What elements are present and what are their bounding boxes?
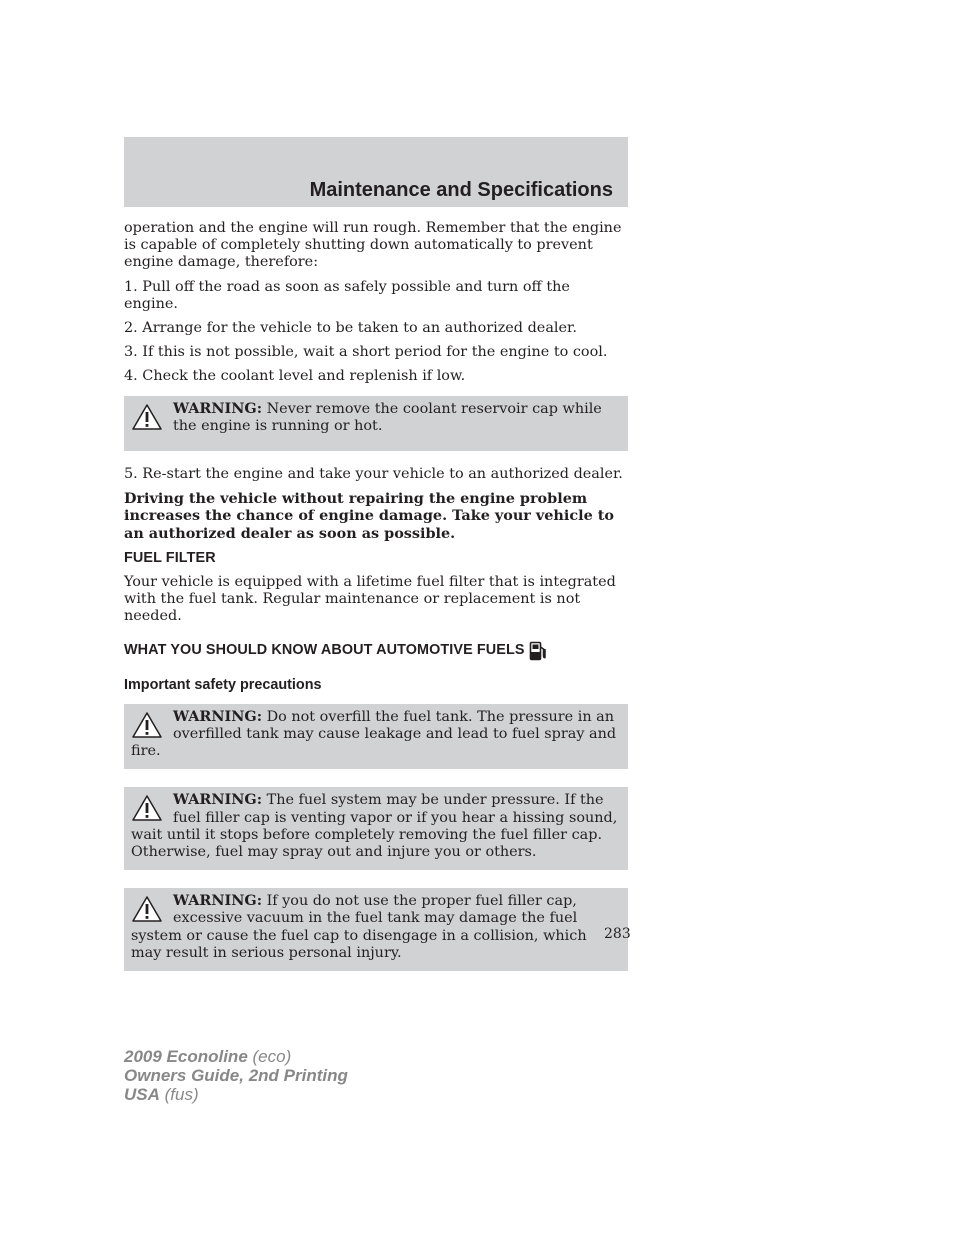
warning-label: WARNING: (173, 707, 263, 725)
section-title: Maintenance and Specifications (309, 179, 613, 201)
automotive-fuels-heading (124, 641, 624, 661)
footer-line (124, 1085, 348, 1104)
warning-triangle-icon (131, 403, 163, 431)
footer-line (124, 1047, 348, 1066)
warning-body: If you do not use the proper fuel filler cap, excessive vacuum in the fuel tank may damage the fuel system or cause the fuel cap to disengage in a collision, which may result in serious personal injury. (131, 893, 587, 961)
automotive-fuels-heading-text: WHAT YOU SHOULD KNOW ABOUT AUTOMOTIVE FUELS (124, 642, 525, 659)
warning-label: WARNING: (173, 892, 263, 910)
warning-body: Do not overfill the fuel tank. The pressure in an overfilled tank may cause leakage and lead to fuel spray and fire. (131, 708, 617, 760)
footer-line (124, 1066, 348, 1085)
warning-text (131, 400, 620, 435)
step-item: 2. Arrange for the vehicle to be taken to an authorized dealer. (124, 320, 577, 337)
footer-market-code: (fus) (159, 1085, 199, 1104)
warning-triangle-icon (131, 711, 163, 739)
section-header-bar (124, 137, 628, 207)
warning-label: WARNING: (173, 399, 263, 417)
footer-market: USA (124, 1085, 160, 1104)
fuel-filter-body: Your vehicle is equipped with a lifetime fuel filter that is integrated with the fuel tank. Regular maintenance or replacement is not needed. (124, 574, 616, 625)
warning-text (131, 708, 620, 761)
step-item: 4. Check the coolant level and replenish if low. (124, 368, 466, 385)
intro-paragraph: operation and the engine will run rough. Remember that the engine is capable of completely shutting down automatically to prevent engine damage, therefore: (124, 220, 622, 271)
fuel-filter-heading: FUEL FILTER (124, 549, 216, 566)
warning-triangle-icon (131, 895, 163, 923)
safety-subheading: Important safety precautions (124, 676, 322, 693)
warning-triangle-icon (131, 794, 163, 822)
warning-box (124, 888, 628, 971)
step-item: 5. Re-start the engine and take your vehicle to an authorized dealer. (124, 466, 623, 483)
fuel-pump-icon (529, 641, 547, 661)
warning-text (131, 791, 620, 861)
footer-imprint (124, 1047, 348, 1104)
warning-body: Never remove the coolant reservoir cap while the engine is running or hot. (173, 400, 602, 434)
warning-label: WARNING: (173, 791, 263, 809)
step-item: 1. Pull off the road as soon as safely possible and turn off the engine. (124, 278, 570, 312)
footer-model-code: (eco) (247, 1047, 292, 1066)
bold-note: Driving the vehicle without repairing the engine problem increases the chance of engine damage. Take your vehicle to an authorized dealer as soon as possible. (124, 490, 614, 542)
page-number: 283 (604, 926, 631, 942)
warning-box (124, 704, 628, 770)
warning-box (124, 396, 628, 451)
step-item: 3. If this is not possible, wait a short period for the engine to cool. (124, 344, 608, 361)
warning-text (131, 892, 620, 962)
page-content (124, 220, 624, 971)
footer-edition: Owners Guide, 2nd Printing (124, 1066, 348, 1085)
footer-model: 2009 Econoline (124, 1047, 248, 1066)
warning-box (124, 787, 628, 870)
warning-body: The fuel system may be under pressure. If the fuel filler cap is venting vapor or if you hear a hissing sound, wait until it stops before completely removing the fuel filler cap. Otherwise, fuel may spray out and injure you or others. (131, 792, 618, 861)
